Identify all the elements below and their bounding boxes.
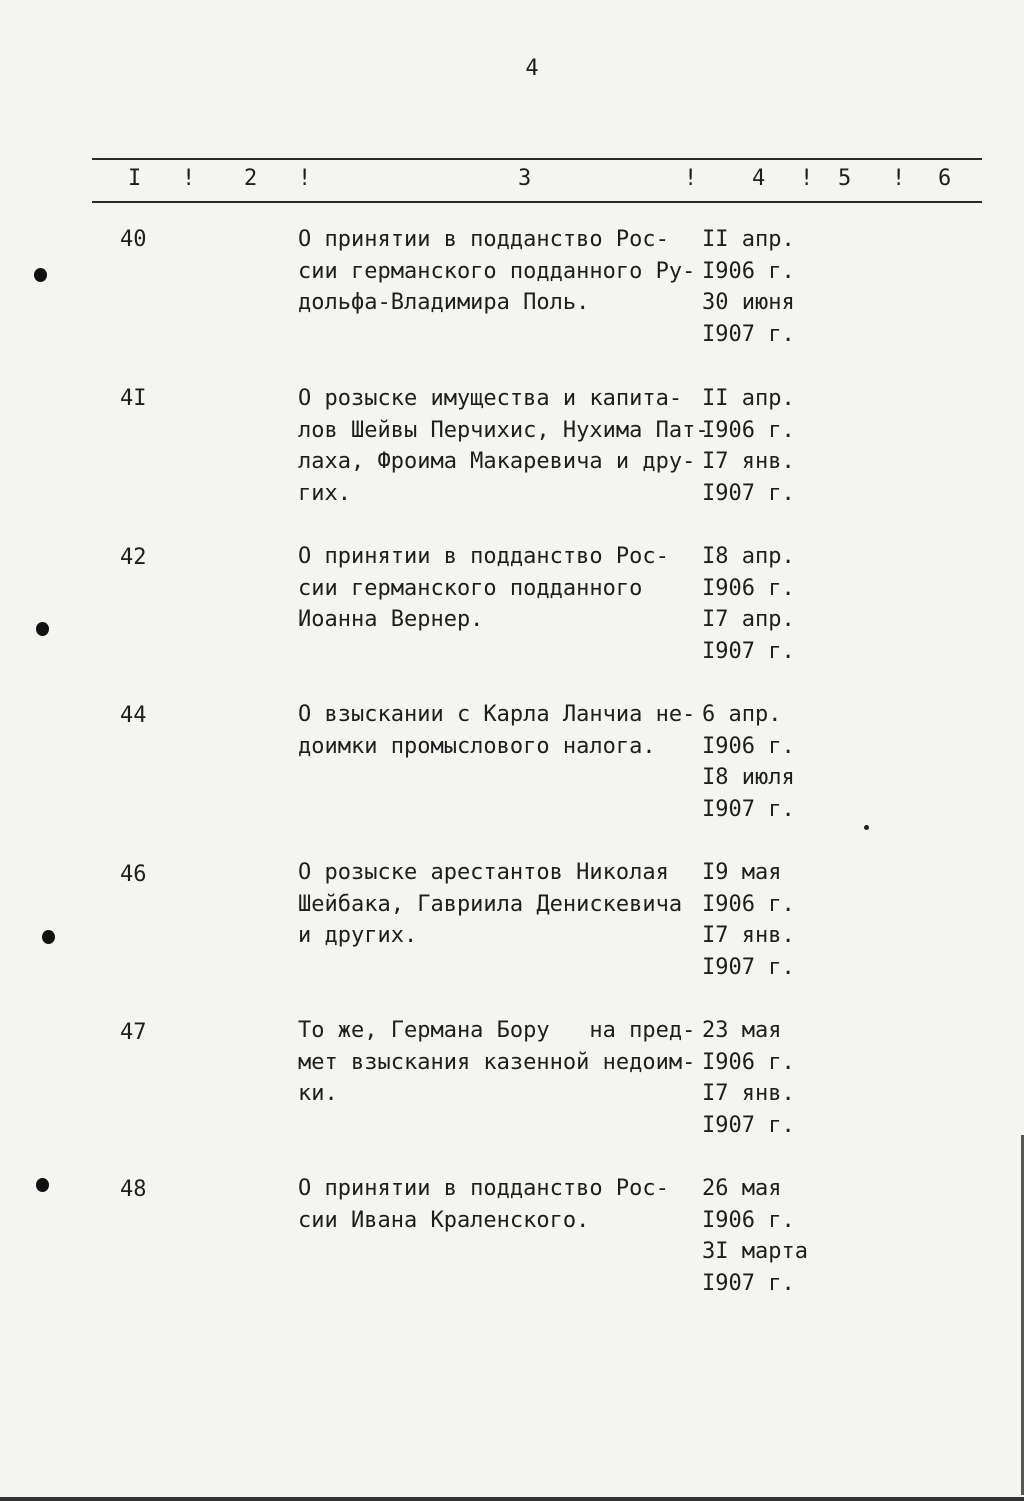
title-line: О розыске арестантов Николая bbox=[298, 860, 669, 885]
record-dates bbox=[702, 699, 842, 825]
date-line: I8 июля bbox=[702, 765, 795, 790]
date-line: I907 г. bbox=[702, 796, 795, 822]
title-line: О взыскании с Карла Ланчиа не- bbox=[298, 702, 696, 727]
column-header-1: I bbox=[128, 166, 142, 191]
column-header-5: 5 bbox=[838, 166, 852, 191]
record-title bbox=[298, 857, 718, 952]
column-header-2: 2 bbox=[244, 166, 258, 191]
date-line: 26 мая bbox=[702, 1176, 782, 1201]
date-line: I907 г. bbox=[702, 1112, 795, 1138]
date-line: I906 г. bbox=[702, 417, 795, 443]
column-separator: ! bbox=[182, 166, 196, 191]
date-line: I906 г. bbox=[702, 891, 795, 917]
column-header-4: 4 bbox=[752, 166, 766, 191]
title-line: доимки промыслового налога. bbox=[298, 733, 656, 759]
record-title bbox=[298, 1015, 718, 1110]
title-line: То же, Германа Бору на пред- bbox=[298, 1018, 696, 1043]
record-number: 44 bbox=[120, 703, 147, 728]
column-separator: ! bbox=[298, 166, 312, 191]
record-dates bbox=[702, 1173, 842, 1299]
table-header-rule bbox=[92, 201, 982, 203]
title-line: Иоанна Вернер. bbox=[298, 607, 484, 632]
record-title bbox=[298, 1173, 718, 1236]
title-line: сии Ивана Краленского. bbox=[298, 1207, 590, 1233]
date-line: I7 апр. bbox=[702, 607, 795, 632]
record-dates bbox=[702, 1015, 842, 1141]
record-number: 46 bbox=[120, 862, 147, 887]
punch-hole-mark bbox=[34, 268, 47, 282]
ink-speck bbox=[864, 825, 869, 830]
page-number: 4 bbox=[525, 56, 539, 81]
title-line: О принятии в подданство Рос- bbox=[298, 544, 669, 569]
column-header-3: 3 bbox=[518, 166, 532, 191]
date-line: I7 янв. bbox=[702, 1081, 795, 1106]
record-dates bbox=[702, 857, 842, 983]
title-line: ки. bbox=[298, 1081, 338, 1106]
column-separator: ! bbox=[684, 166, 698, 191]
title-line: О розыске имущества и капита- bbox=[298, 386, 683, 411]
date-line: I907 г. bbox=[702, 638, 795, 664]
title-line: и других. bbox=[298, 923, 418, 948]
column-separator: ! bbox=[800, 166, 814, 191]
column-header-6: 6 bbox=[938, 166, 952, 191]
date-line: II апр. bbox=[702, 227, 795, 252]
date-line: 23 мая bbox=[702, 1018, 782, 1043]
date-line: 3I марта bbox=[702, 1239, 808, 1264]
record-dates bbox=[702, 541, 842, 667]
record-title bbox=[298, 383, 718, 509]
date-line: I906 г. bbox=[702, 1207, 795, 1233]
title-line: сии германского подданного bbox=[298, 575, 643, 601]
date-line: 30 июня bbox=[702, 290, 795, 315]
date-line: II апр. bbox=[702, 386, 795, 411]
date-line: I906 г. bbox=[702, 1049, 795, 1075]
date-line: I7 янв. bbox=[702, 449, 795, 474]
record-number: 40 bbox=[120, 227, 147, 252]
record-title bbox=[298, 224, 718, 319]
date-line: 6 апр. bbox=[702, 702, 782, 727]
date-line: I907 г. bbox=[702, 321, 795, 347]
record-number: 47 bbox=[120, 1020, 147, 1045]
punch-hole-mark bbox=[36, 1178, 49, 1192]
date-line: I907 г. bbox=[702, 954, 795, 980]
title-line: О принятии в подданство Рос- bbox=[298, 227, 669, 252]
page-bottom-edge bbox=[0, 1497, 1024, 1501]
title-line: О принятии в подданство Рос- bbox=[298, 1176, 669, 1201]
date-line: I907 г. bbox=[702, 480, 795, 506]
date-line: I8 апр. bbox=[702, 544, 795, 569]
date-line: I907 г. bbox=[702, 1270, 795, 1296]
record-number: 48 bbox=[120, 1177, 147, 1202]
punch-hole-mark bbox=[42, 930, 55, 944]
title-line: Шейбака, Гавриила Денискевича bbox=[298, 891, 683, 917]
record-dates bbox=[702, 383, 842, 509]
record-number: 4I bbox=[120, 386, 147, 411]
record-number: 42 bbox=[120, 545, 147, 570]
title-line: мет взыскания казенной недоим- bbox=[298, 1049, 696, 1075]
column-separator: ! bbox=[892, 166, 906, 191]
title-line: гих. bbox=[298, 480, 351, 506]
title-line: лов Шейвы Перчихис, Нухима Пат- bbox=[298, 417, 709, 443]
record-dates bbox=[702, 224, 842, 350]
record-title bbox=[298, 699, 718, 762]
title-line: лаха, Фроима Макаревича и дру- bbox=[298, 449, 696, 474]
date-line: I906 г. bbox=[702, 733, 795, 759]
date-line: I906 г. bbox=[702, 575, 795, 601]
punch-hole-mark bbox=[36, 622, 49, 636]
date-line: I906 г. bbox=[702, 258, 795, 284]
date-line: I9 мая bbox=[702, 860, 782, 885]
record-title bbox=[298, 541, 718, 636]
date-line: I7 янв. bbox=[702, 923, 795, 948]
title-line: сии германского подданного Ру- bbox=[298, 258, 696, 284]
title-line: дольфа-Владимира Поль. bbox=[298, 290, 590, 315]
table-top-rule bbox=[92, 158, 982, 160]
